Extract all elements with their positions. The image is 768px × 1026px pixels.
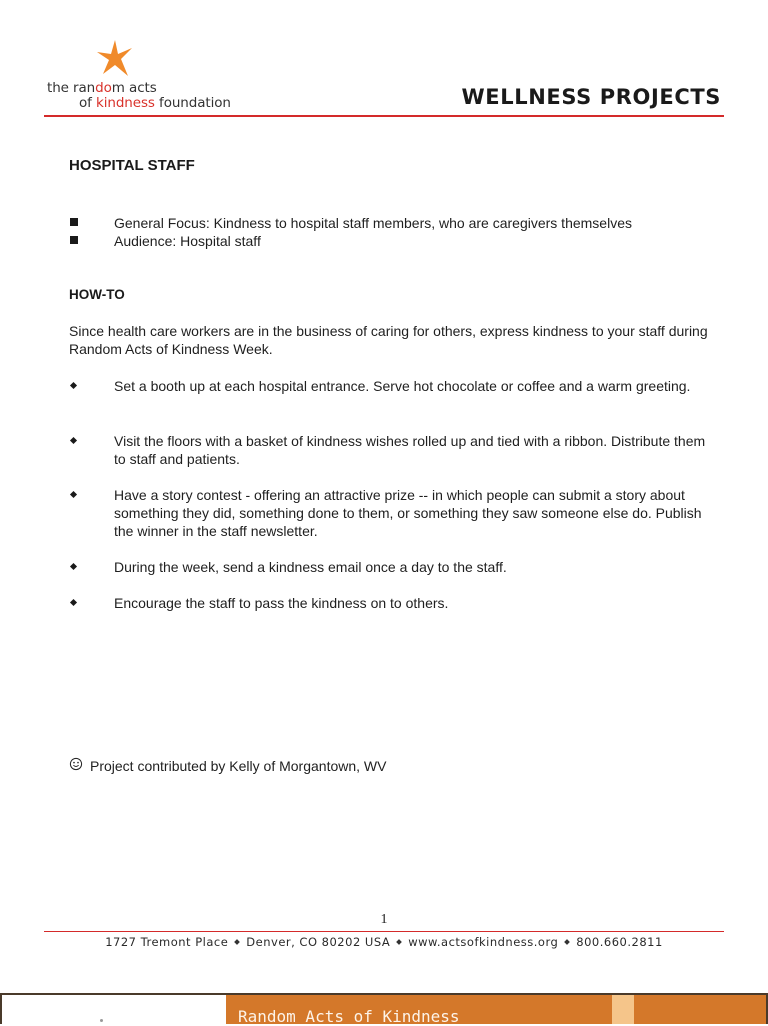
banner-accent-stripe xyxy=(612,995,634,1024)
footer-city: Denver, CO 80202 USA xyxy=(246,935,391,949)
fact-general-focus: General Focus: Kindness to hospital staff members, who are caregivers themselves xyxy=(114,215,632,231)
diamond-bullet-icon xyxy=(70,437,78,445)
logo-text: the ran xyxy=(47,80,96,96)
logo-text: m acts xyxy=(111,80,157,96)
fact-audience: Audience: Hospital staff xyxy=(114,233,261,249)
howto-item: Visit the floors with a basket of kindness wishes rolled up and tied with a ribbon. Distribute them to staff and patients. xyxy=(114,433,706,467)
diamond-bullet-icon xyxy=(70,599,78,607)
howto-heading: HOW-TO xyxy=(69,287,125,302)
banner-logo-area xyxy=(2,995,226,1024)
footer-divider xyxy=(44,931,724,932)
footer-phone: 800.660.2811 xyxy=(576,935,663,949)
logo-star-icon xyxy=(94,38,136,80)
separator-diamond-icon xyxy=(564,939,570,945)
separator-diamond-icon xyxy=(396,939,402,945)
howto-item: Have a story contest - offering an attractive prize -- in which people can submit a story about something they did, something done to them, or something they saw someone else do. Publish the winner in the staff newsletter. xyxy=(114,487,702,539)
diamond-bullet-icon xyxy=(70,563,78,571)
howto-item: Encourage the staff to pass the kindness on to others. xyxy=(114,595,449,611)
header-divider xyxy=(44,115,724,117)
diamond-bullet-icon xyxy=(70,491,78,499)
logo-text: foundation xyxy=(154,95,231,111)
logo-text-line2 xyxy=(79,95,231,111)
separator-diamond-icon xyxy=(234,939,240,945)
section-heading: HOSPITAL STAFF xyxy=(69,157,195,174)
logo-text-line1 xyxy=(47,80,157,96)
document-title: WELLNESS PROJECTS xyxy=(461,85,721,109)
intro-paragraph: Since health care workers are in the business of caring for others, express kindness to your staff during Random Acts of Kindness Week. xyxy=(69,323,708,357)
smiley-icon xyxy=(69,757,83,771)
diamond-bullet-icon xyxy=(70,382,78,390)
banner-logo-fragment xyxy=(100,1019,103,1022)
banner-title: Random Acts of Kindness xyxy=(238,1007,460,1026)
footer-street: 1727 Tremont Place xyxy=(105,935,229,949)
page-number: 1 xyxy=(380,912,388,927)
logo-text: of xyxy=(79,95,97,111)
howto-item: Set a booth up at each hospital entrance. Serve hot chocolate or coffee and a warm greeting. xyxy=(114,378,691,394)
footer-website[interactable]: www.actsofkindness.org xyxy=(408,935,559,949)
logo-highlight: do xyxy=(95,80,112,96)
square-bullet-icon xyxy=(69,234,79,244)
credit-text: Project contributed by Kelly of Morgantown, WV xyxy=(90,758,387,774)
logo-highlight: kindness xyxy=(96,95,155,111)
howto-item: During the week, send a kindness email once a day to the staff. xyxy=(114,559,507,575)
footer-contact xyxy=(0,935,768,949)
square-bullet-icon xyxy=(69,216,79,226)
